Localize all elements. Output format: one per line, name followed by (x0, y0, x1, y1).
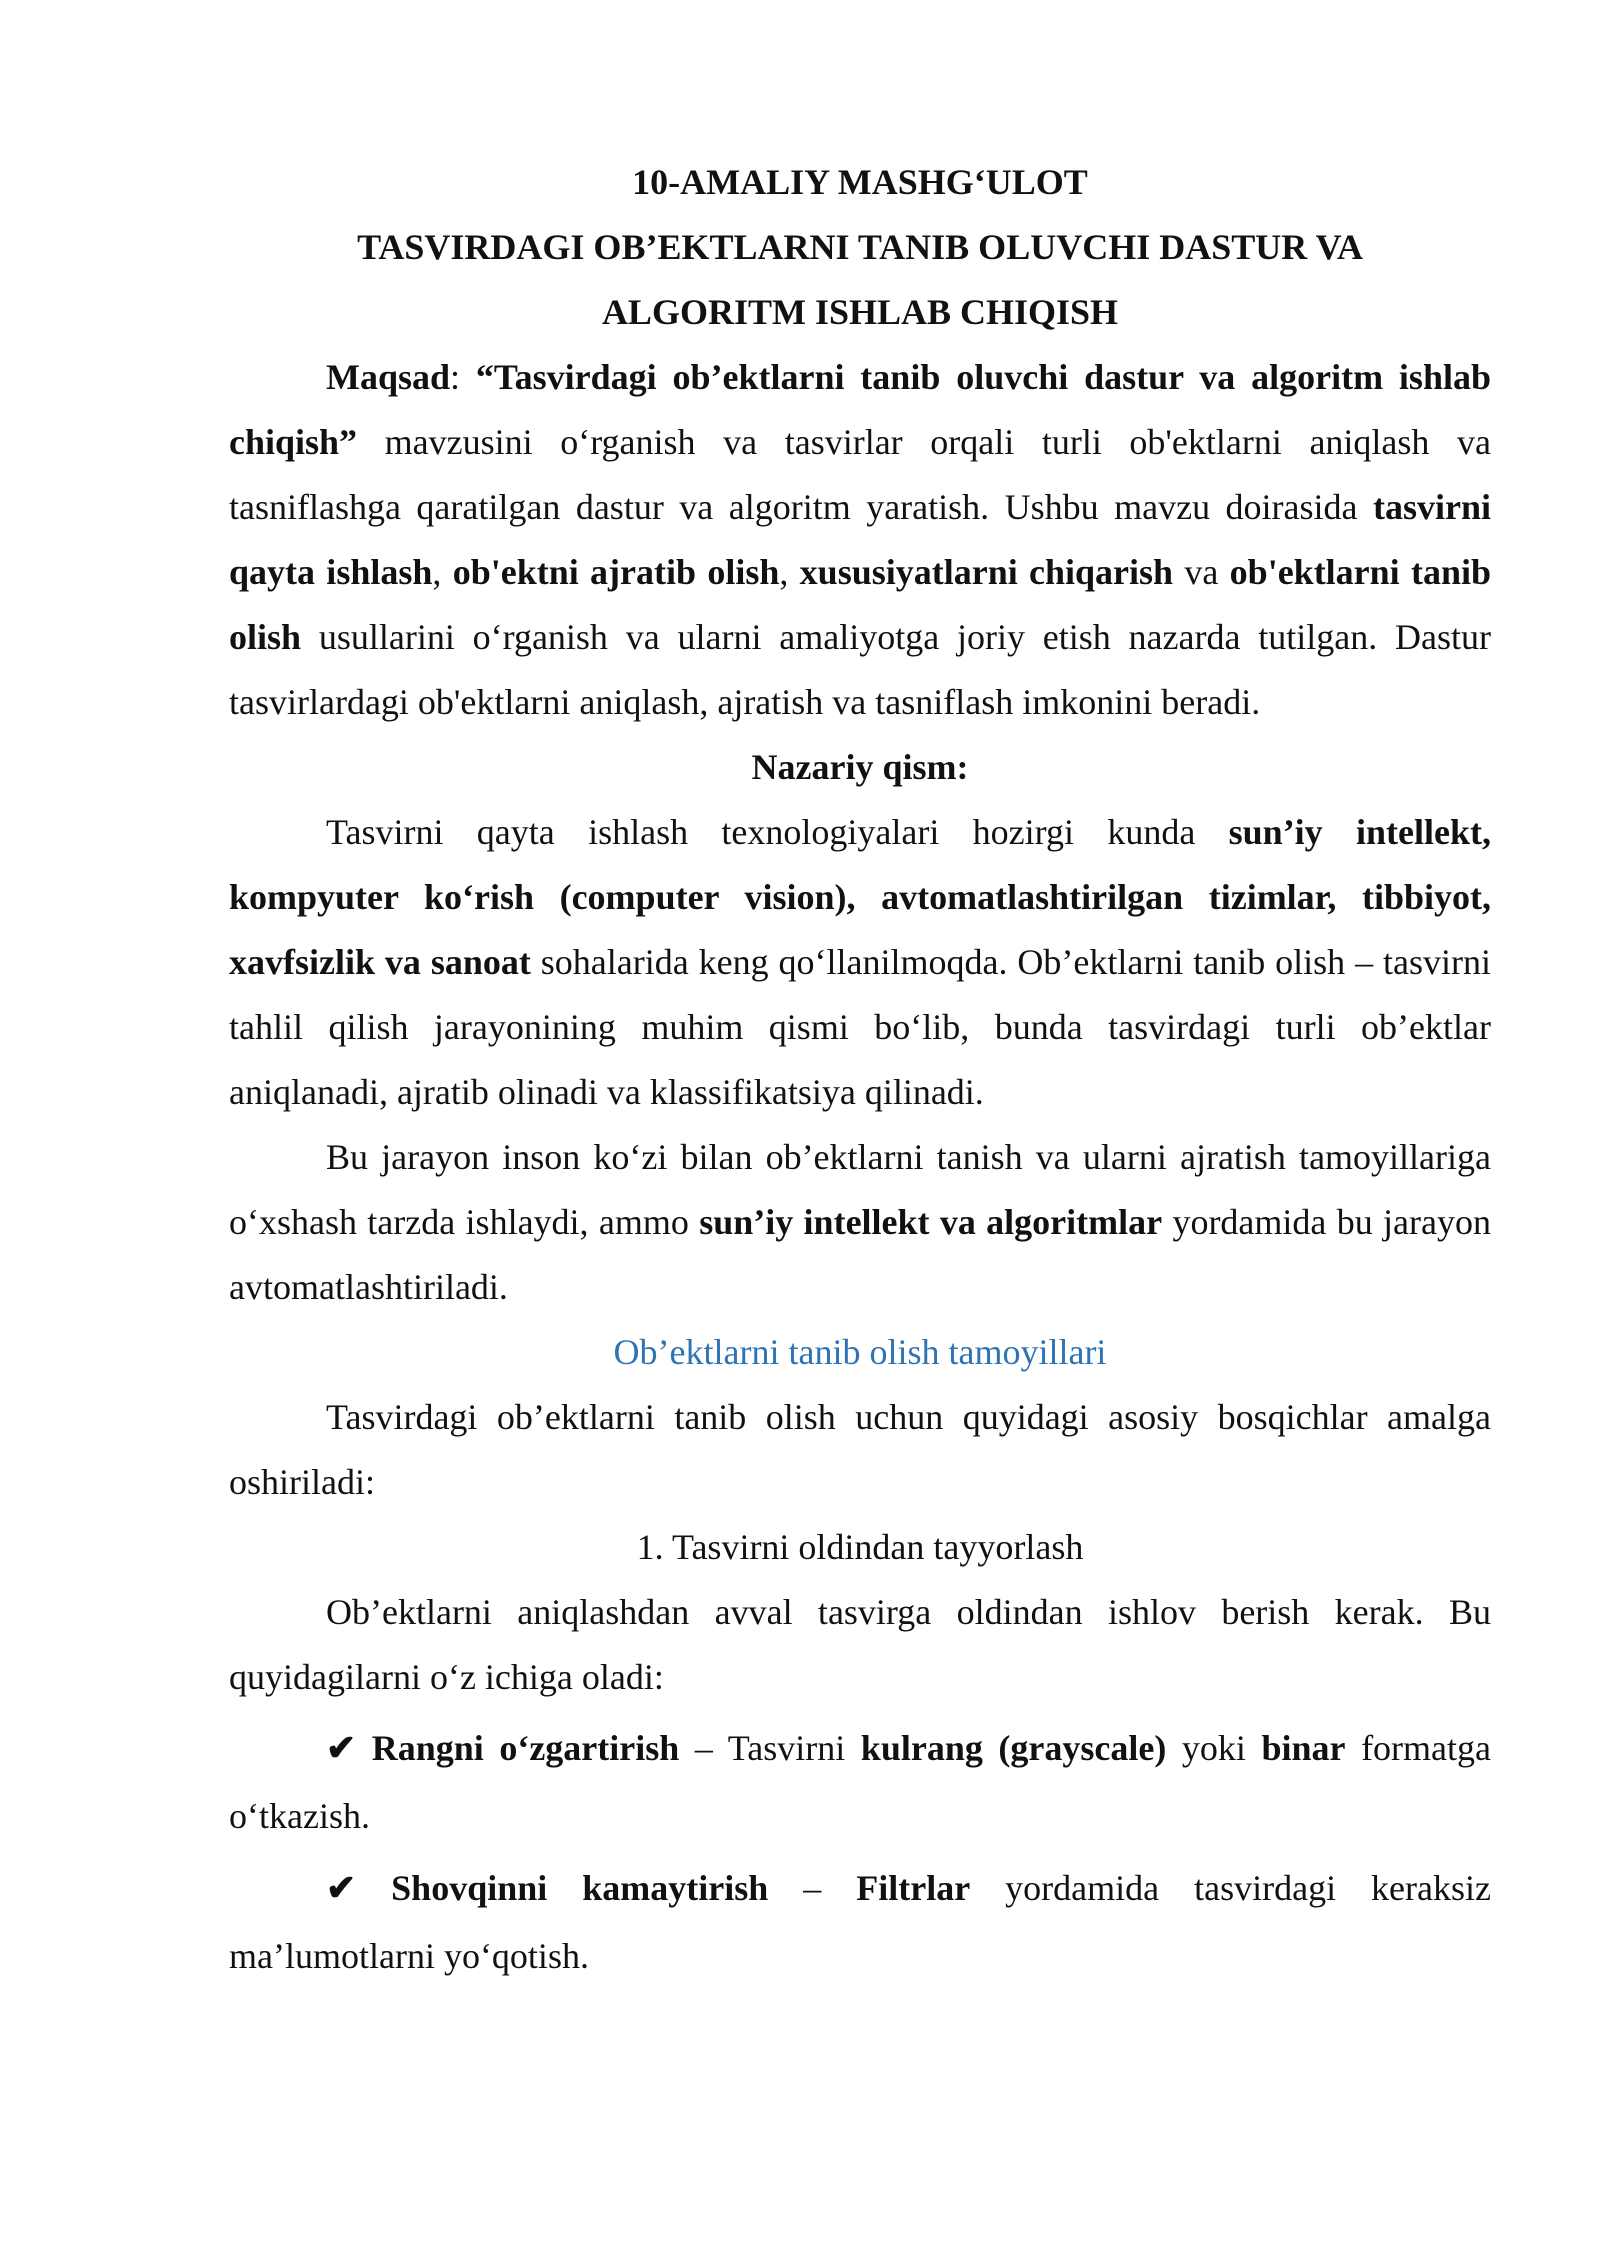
bullet-title: Rangni o‘zgartirish (356, 1728, 680, 1768)
bullet-item (229, 1854, 1491, 1990)
maqsad-text2: usullarini o‘rganish va ularni amaliyotga joriy etish nazarda tutilgan. Dastur tasvirlardagi ob'ektlarni aniqlash, ajratish va tasniflash imkonini beradi. (229, 617, 1491, 722)
maqsad-label: Maqsad (326, 357, 451, 397)
topic-title-line1: TASVIRDAGI OB’EKTLARNI TANIB OLUVCHI DASTUR VA (357, 227, 1363, 267)
bullet-text2: yoki (1166, 1728, 1262, 1768)
nazariy-heading: Nazariy qism: (751, 747, 969, 787)
maqsad-bold3: xususiyatlarni chiqarish (799, 552, 1174, 592)
maqsad-paragraph (229, 345, 1491, 735)
topic-title-line2: ALGORITM ISHLAB CHIQISH (601, 292, 1119, 332)
nazariy-p2-text2: yordamida bu jarayon avtomatlashtiriladi. (229, 1202, 1491, 1307)
bullet-item (229, 1714, 1491, 1850)
document-page (229, 150, 1491, 1990)
nazariy-paragraph-2 (229, 1125, 1491, 1320)
maqsad-bold2: ob'ektni ajratib olish (452, 552, 780, 592)
check-icon: ✔ (326, 1868, 357, 1908)
bullet-text1: – Tasvirni (679, 1728, 861, 1768)
nazariy-p1-text1: Tasvirni qayta ishlash texnologiyalari hozirgi kunda (326, 812, 1229, 852)
step1-heading: 1. Tasvirni oldindan tayyorlash (636, 1527, 1084, 1567)
maqsad-bold4: ob'ektlarni tanib olish (229, 552, 1492, 657)
nazariy-p1-text2: sohalarida keng qo‘llanilmoqda. Ob’ektlarni tanib olish – tasvirni tahlil qilish jarayonining muhim qismi bo‘lib, bunda tasvirdagi turli ob’ektlar aniqlanadi, ajratib olinadi va klassifikatsiya qilinadi. (229, 942, 1491, 1112)
maqsad-sep3: va (1173, 552, 1230, 592)
maqsad-bold1: tasvirni qayta ishlash (229, 487, 1491, 592)
practice-title: 10-AMALIY MASHG‘ULOT (632, 162, 1088, 202)
bullet-bold3: binar (1261, 1728, 1346, 1768)
bullet-bold2: kulrang (grayscale) (860, 1728, 1167, 1768)
bullet-title: Shovqinni kamaytirish (356, 1868, 769, 1908)
maqsad-topic: “Tasvirdagi ob’ektlarni tanib oluvchi dastur va algoritm ishlab chiqish” (229, 357, 1491, 462)
nazariy-p1-bold: sun’iy intellekt, kompyuter ko‘rish (computer vision), avtomatlashtirilgan tizimlar, tibbiyot, xavfsizlik va sanoat (229, 812, 1491, 982)
nazariy-p2-bold: sun’iy intellekt va algoritmlar (699, 1202, 1163, 1242)
nazariy-p2-text1: Bu jarayon inson ko‘zi bilan ob’ektlarni tanish va ularni ajratish tamoyillariga o‘xshash tarzda ishlaydi, ammo (229, 1137, 1491, 1242)
tamoyillar-intro: Tasvirdagi ob’ektlarni tanib olish uchun quyidagi asosiy bosqichlar amalga oshiriladi: (229, 1397, 1491, 1502)
maqsad-sep2: , (779, 552, 800, 592)
step1-paragraph: Ob’ektlarni aniqlashdan avval tasvirga oldindan ishlov berish kerak. Bu quyidagilarni o‘z ichiga oladi: (229, 1592, 1491, 1697)
tamoyillar-heading: Ob’ektlarni tanib olish tamoyillari (613, 1332, 1107, 1372)
maqsad-text1: mavzusini o‘rganish va tasvirlar orqali turli ob'ektlarni aniqlash va tasniflashga qaratilgan dastur va algoritm yaratish. Ushbu mavzu doirasida (229, 422, 1491, 527)
bullet-bold2: Filtrlar (856, 1868, 971, 1908)
bullet-text1: – (768, 1868, 857, 1908)
maqsad-colon: : (450, 357, 476, 397)
nazariy-paragraph-1 (229, 800, 1491, 1125)
bullet-text3: formatga o‘tkazish. (229, 1728, 1491, 1836)
check-icon: ✔ (326, 1728, 357, 1768)
bullet-text2: yordamida tasvirdagi keraksiz ma’lumotlarni yo‘qotish. (229, 1868, 1491, 1976)
maqsad-sep1: , (432, 552, 453, 592)
